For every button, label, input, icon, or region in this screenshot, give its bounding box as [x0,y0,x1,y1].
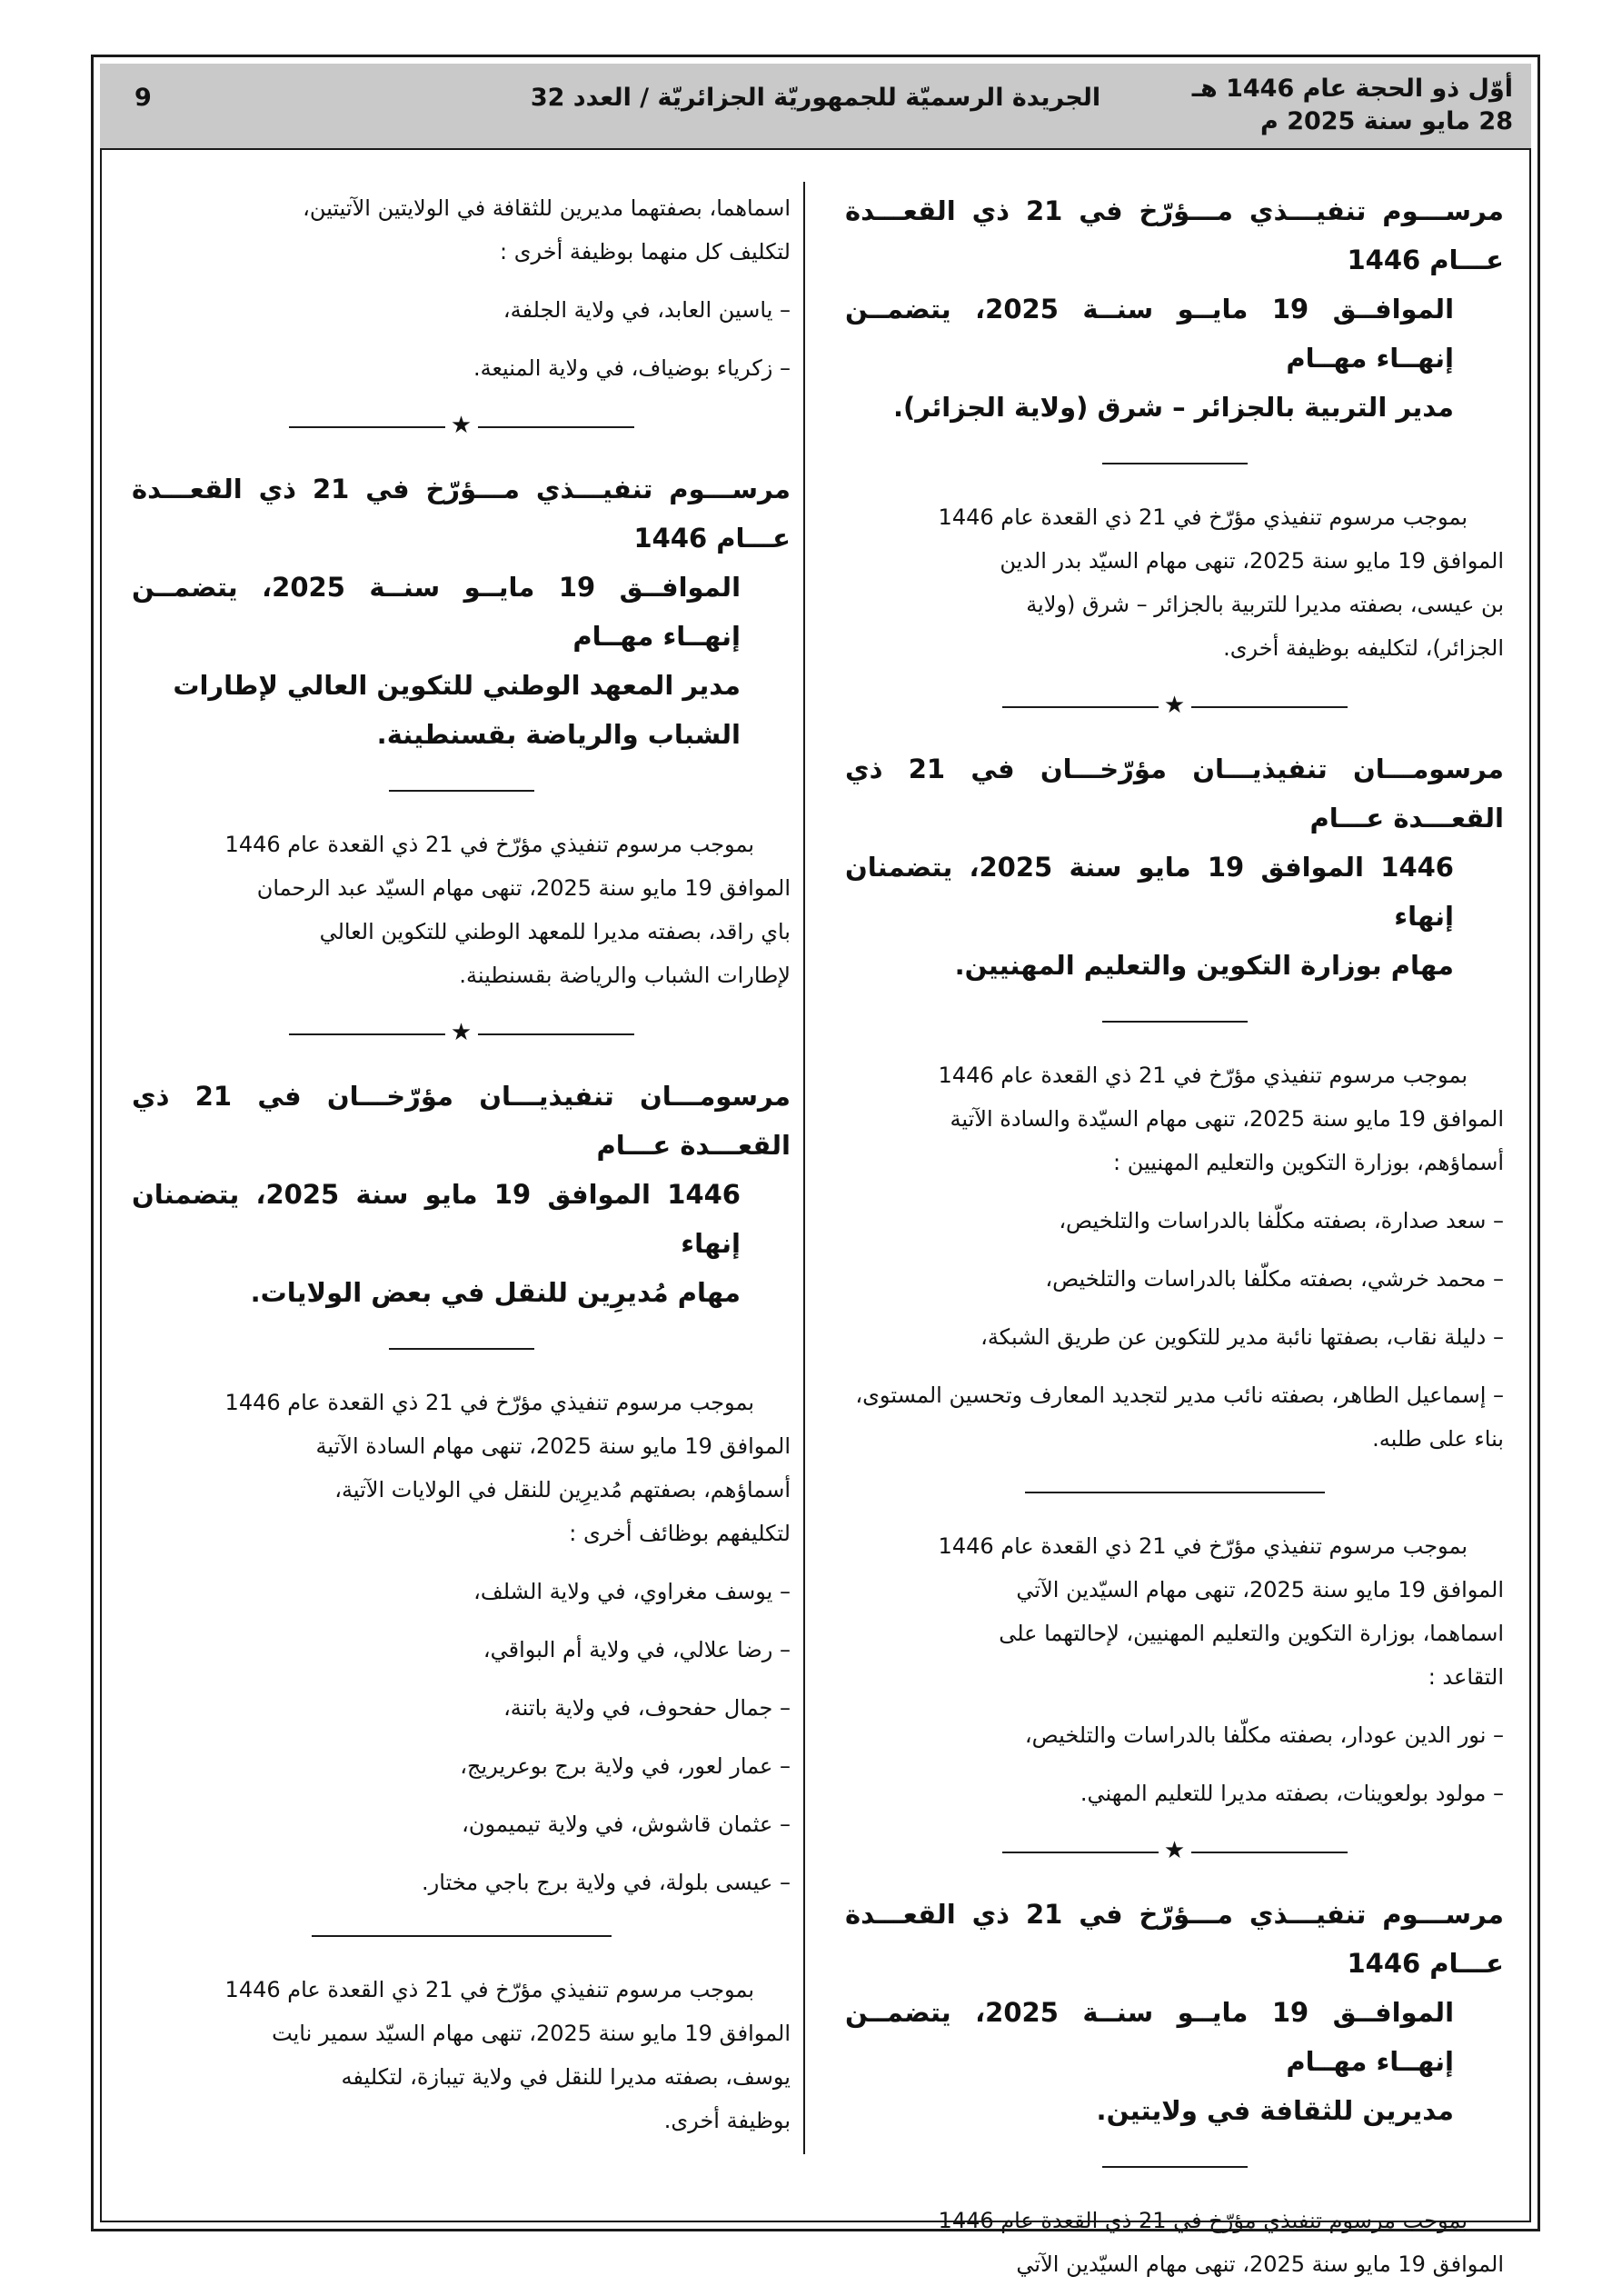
short-divider [1102,463,1248,464]
column-divider [803,182,805,2154]
paragraph-line: بموجب مرسوم تنفيذي مؤرّخ في 21 ذي القعدة عام 1446 [938,1063,1468,1088]
paragraph-line: بوظيفة أخرى. [663,2108,791,2133]
page-number: 9 [134,84,152,112]
decree-paragraph [845,1524,1504,1699]
paragraph-line: الموافق 19 مايو سنة 2025، تنهى مهام السيّدة والسادة الآتية [950,1106,1504,1132]
paragraph-line: الموافق 19 مايو سنة 2025، تنهى مهام السيّدين الآتي [1016,1577,1504,1602]
list-item: – عثمان قاشوش، في ولاية تيميمون، [462,1812,791,1837]
paragraph-line: باي راقد، بصفته مديرا للمعهد الوطني للتكوين العالي [319,919,791,944]
title-line: الشباب والرياضة بقسنطينة. [376,719,741,750]
paragraph-line: بموجب مرسوم تنفيذي مؤرّخ في 21 ذي القعدة عام 1446 [938,1533,1468,1559]
paragraph-line: أسماؤهم، بوزارة التكوين والتعليم المهنيين : [1113,1150,1504,1175]
paragraph-line: الموافق 19 مايو سنة 2025، تنهى مهام السيّد بدر الدين [1000,548,1504,574]
decree-paragraph [845,495,1504,670]
decree-paragraph [845,2199,1504,2286]
title-line: الموافــق 19 مايــو سنــة 2025، يتضمــن إنهــاء مهــام [132,572,741,652]
paragraph-line: بموجب مرسوم تنفيذي مؤرّخ في 21 ذي القعدة عام 1446 [224,1390,754,1415]
decree-paragraph [132,186,791,274]
paragraph-line: لتكليف كل منهما بوظيفة أخرى : [500,239,791,265]
paragraph-line: أسماؤهم، بصفتهم مُديرِين للنقل في الولايات الآتية، [334,1477,791,1502]
paragraph-line: الموافق 19 مايو سنة 2025، تنهى مهام السيّد عبد الرحمان [256,875,791,901]
short-divider [1102,2166,1248,2168]
title-line: مدير التربية بالجزائر – شرق (ولاية الجزائر). [893,392,1454,423]
decree-title [845,186,1504,432]
left-column [132,186,791,2142]
star-separator [289,1021,634,1048]
list-item: – زكرياء بوضياف، في ولاية المنيعة. [473,355,791,381]
paragraph-line: الموافق 19 مايو سنة 2025، تنهى مهام السادة الآتية [315,1433,791,1459]
star-separator [1002,1839,1348,1866]
title-line: الموافــق 19 مايــو سنــة 2025، يتضمــن إنهــاء مهــام [845,1997,1455,2077]
title-line: الموافــق 19 مايــو سنــة 2025، يتضمــن إنهــاء مهــام [845,294,1455,374]
long-divider [1025,1492,1325,1493]
page-header [100,64,1531,150]
paragraph-line: اسماهما، بوزارة التكوين والتعليم المهنيين، لإحالتهما على [999,1621,1504,1646]
paragraph-line: يوسف، بصفته مديرا للنقل في ولاية تيبازة، لتكليفه [341,2064,791,2090]
star-separator [1002,694,1348,721]
list-item: – يوسف مغراوي، في ولاية الشلف، [473,1579,791,1604]
title-line: مدير المعهد الوطني للتكوين العالي لإطارات [173,670,741,701]
title-line: مهام بوزارة التكوين والتعليم المهنيين. [954,950,1454,981]
long-divider [312,1935,612,1937]
title-line: مديرين للثقافة في ولايتين. [1096,2095,1454,2126]
paragraph-line: اسماهما، بصفتهما مديرين للثقافة في الولايتين الآتيتين، [303,195,791,221]
title-line: مرسومـــان تنفيذيـــان مؤرّخـــان في 21 ذي القعـــدة عـــام [845,754,1504,834]
title-line: مرســـوم تنفيـــذي مـــؤرّخ في 21 ذي القعـــدة عـــام 1446 [845,195,1504,275]
paragraph-line: لإطارات الشباب والرياضة بقسنطينة. [459,963,791,988]
list-item: – نور الدين عودار، بصفته مكلّفا بالدراسات والتلخيص، [1024,1722,1504,1748]
decree-paragraph [132,1381,791,1555]
list-item: – جمال حفحوف، في ولاية باتنة، [503,1695,791,1721]
star-icon: ★ [450,412,473,439]
title-line: مرســـوم تنفيـــذي مـــؤرّخ في 21 ذي القعـــدة عـــام 1446 [132,474,791,554]
list-item: – إسماعيل الطاهر، بصفته نائب مدير لتجديد المعارف وتحسين المستوى، بناء على طلبه. [855,1383,1504,1452]
title-line: مرســـوم تنفيـــذي مـــؤرّخ في 21 ذي القعـــدة عـــام 1446 [845,1899,1504,1979]
list-item: – دليلة نقاب، بصفتها نائبة مدير للتكوين عن طريق الشبكة، [980,1324,1504,1350]
list-item: – رضا علالي، في ولاية أم البواقي، [483,1637,791,1662]
paragraph-line: الموافق 19 مايو سنة 2025، تنهى مهام السيّدين الآتي [1016,2251,1504,2277]
paragraph-line: التقاعد : [1428,1664,1504,1690]
paragraph-line: لتكليفهم بوظائف أخرى : [569,1521,791,1546]
gazette-title: الجريدة الرسميّة للجمهوريّة الجزائريّة / العدد 32 [530,84,1101,112]
short-divider [1102,1021,1248,1023]
list-item: – عيسى بلولة، في ولاية برج باجي مختار. [422,1870,791,1895]
decree-title [845,1890,1504,2135]
paragraph-line: بموجب مرسوم تنفيذي مؤرّخ في 21 ذي القعدة عام 1446 [938,2208,1468,2233]
decree-title [132,464,791,759]
star-separator [289,414,634,441]
title-line: 1446 الموافق 19 مايو سنة 2025، يتضمنان إنهاء [132,1179,741,1259]
short-divider [389,1348,534,1350]
header-date-hijri: أوّل ذو الحجة عام 1446 هـ [1191,75,1513,103]
title-line: مرسومـــان تنفيذيـــان مؤرّخـــان في 21 ذي القعـــدة عـــام [132,1081,791,1161]
list-item: – محمد خرشي، بصفته مكلّفا بالدراسات والتلخيص، [1045,1266,1504,1292]
list-item: – عمار لعور، في ولاية برج بوعريريج، [460,1753,791,1779]
paragraph-line: الجزائر)، لتكليفه بوظيفة أخرى. [1223,635,1504,661]
star-icon: ★ [1163,692,1186,719]
star-icon: ★ [450,1019,473,1046]
short-divider [389,790,534,792]
paragraph-line: بن عيسى، بصفته مديرا للتربية بالجزائر – شرق (ولاية [1026,592,1504,617]
paragraph-line: الموافق 19 مايو سنة 2025، تنهى مهام السيّد سمير نايت [272,2021,791,2046]
title-line: 1446 الموافق 19 مايو سنة 2025، يتضمنان إنهاء [845,852,1454,932]
paragraph-line: بموجب مرسوم تنفيذي مؤرّخ في 21 ذي القعدة عام 1446 [224,1977,754,2002]
paragraph-line: بموجب مرسوم تنفيذي مؤرّخ في 21 ذي القعدة عام 1446 [938,504,1468,530]
decree-paragraph [132,823,791,997]
list-item: – ياسين العابد، في ولاية الجلفة، [503,297,791,323]
list-item: – سعد صدارة، بصفته مكلّفا بالدراسات والتلخيص، [1059,1208,1504,1233]
title-line: مهام مُديرِين للنقل في بعض الولايات. [250,1277,741,1308]
decree-title [845,744,1504,990]
right-column [845,186,1504,2286]
star-icon: ★ [1163,1837,1186,1864]
header-date-gregorian: 28 مايو سنة 2025 م [1259,107,1513,135]
decree-paragraph [845,1053,1504,1184]
decree-paragraph [132,1968,791,2142]
list-item: – مولود بولعوينات، بصفته مديرا للتعليم المهني. [1080,1781,1504,1806]
paragraph-line: بموجب مرسوم تنفيذي مؤرّخ في 21 ذي القعدة عام 1446 [224,832,754,857]
decree-title [132,1072,791,1317]
